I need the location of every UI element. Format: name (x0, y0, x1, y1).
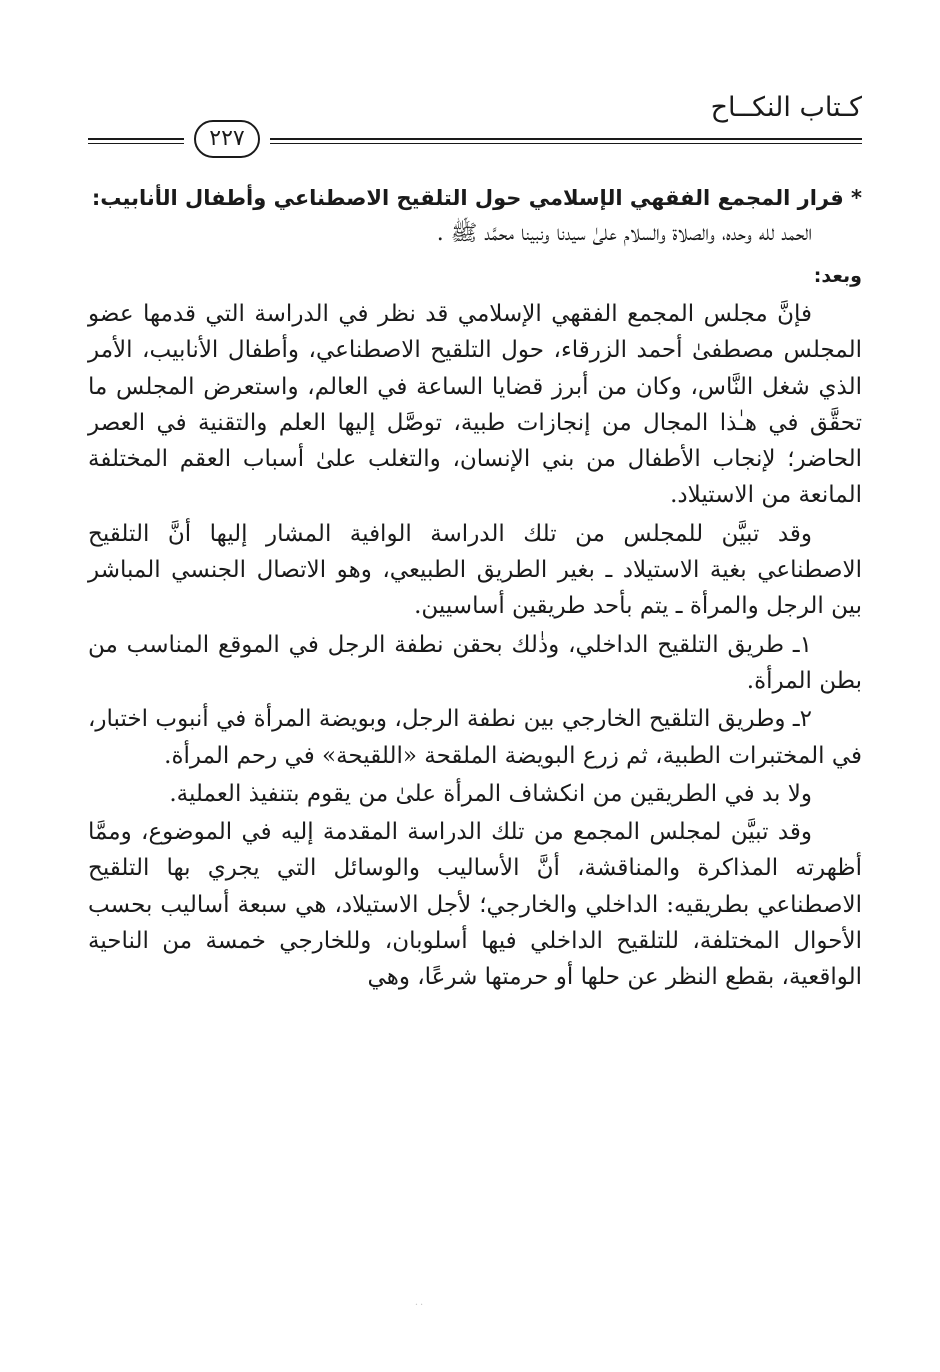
page-header (88, 92, 862, 150)
list-item-external-method: ٢ـ وطريق التلقيح الخارجي بين نطفة الرجل، وبويضة المرأة في أنبوب اختبار، في المختبرات الطبية، ثم زرع البويضة الملقحة «اللقيحة» في رحم المرأة. (88, 706, 862, 769)
intro-line: الحمد لله وحده، والصلاة والسلام علىٰ سيدنا ونبينا محمَّد ﷺ . (436, 221, 812, 246)
footer-mark: ·· (414, 1300, 426, 1311)
book-page (88, 92, 862, 996)
list-item-internal-method: ١ـ طريق التلقيح الداخلي، وذٰلك بحقن نطفة الرجل في الموقع المناسب من بطن المرأة. (88, 631, 862, 694)
paragraph-council-review: فإنَّ مجلس المجمع الفقهي الإسلامي قد نظر في الدراسة التي قدمها عضو المجلس مصطفىٰ أحمد الزرقاء، حول التلقيح الاصطناعي، وأطفال الأنابيب، الأمر الذي شغل النَّاس، وكان من أبرز قضايا الساعة في العالم، واستعرض المجلس ما تحقَّق في هـٰذا المجال من إنجازات طبية، توصَّل إليها العلم والتقنية في العصر الحاضر؛ لإنجاب الأطفال من بني الإنسان، والتغلب علىٰ أسباب العقم المختلفة المانعة من الاستيلاد. (88, 301, 862, 509)
paragraph-two-methods: وقد تبيَّن للمجلس من تلك الدراسة الوافية المشار إليها أنَّ التلقيح الاصطناعي بغية الاستيلاد ـ بغير الطريق الطبيعي، وهو الاتصال الجنسي المباشر بين الرجل والمرأة ـ يتم بأحد طريقين أساسيين. (88, 520, 862, 620)
paragraph-exposure: ولا بد في الطريقين من انكشاف المرأة علىٰ من يقوم بتنفيذ العملية. (169, 780, 812, 807)
header-rule-right (270, 138, 862, 144)
book-title: كـتاب النكــاح (710, 92, 862, 123)
page-number: ٢٢٧ (194, 120, 260, 158)
header-rule-left (88, 138, 184, 144)
section-heading: * قرار المجمع الفقهي الإسلامي حول التلقيح الاصطناعي وأطفال الأنابيب: (91, 186, 862, 210)
paragraph-seven-methods: وقد تبيَّن لمجلس المجمع من تلك الدراسة المقدمة إليه في الموضوع، وممَّا أظهرته المذاكرة والمناقشة، أنَّ الأساليب والوسائل التي يجري بها التلقيح الاصطناعي بطريقيه: الداخلي والخارجي؛ لأجل الاستيلاد، هي سبعة أساليب بحسب الأحوال المختلفة، للتلقيح الداخلي فيها أسلوبان، وللخارجي خمسة من الناحية الواقعية، بقطع النظر عن حلها أو حرمتها شرعًا، وهي (88, 819, 862, 991)
wa-baad-label: وبعد: (813, 265, 862, 287)
